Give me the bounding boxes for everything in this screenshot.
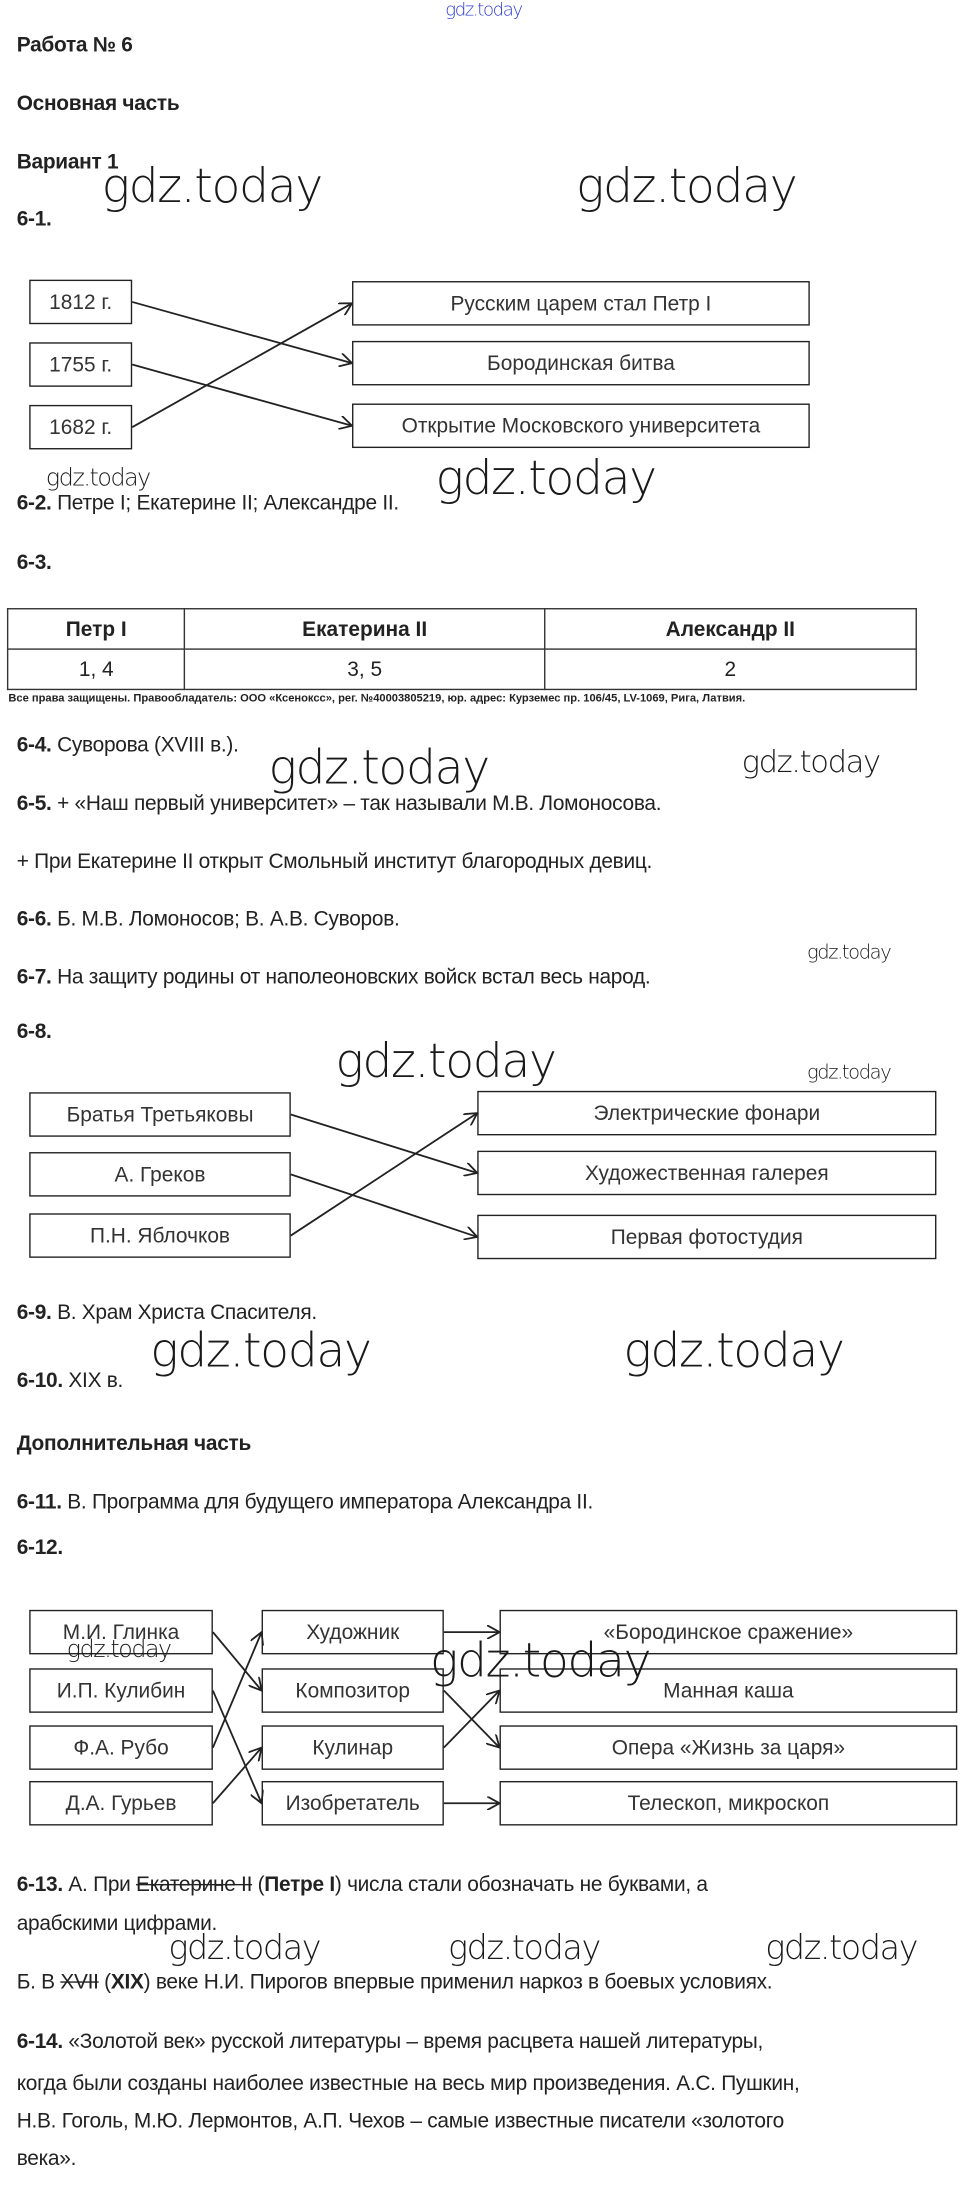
diagram-box: 1755 г. (29, 342, 132, 387)
watermark: gdz.today (101, 158, 322, 215)
table-cell: 1, 4 (8, 649, 185, 689)
question-label: 6-14. (16, 2030, 63, 2054)
diagram-box: Ф.А. Рубо (29, 1725, 213, 1770)
answer-6-5-line2: + При Екатерине II открыт Смольный институт благородных девиц. (16, 850, 653, 874)
copyright-notice: Все права защищены. Правообладатель: ООО «Ксеноксс», рег. №40003805219, юр. адрес: Курземес пр. 106/45, LV-1069, Рига, Латвия. (8, 691, 746, 705)
watermark: gdz.today (765, 1928, 918, 1968)
answer-6-14-line2: когда были созданы наиболее известные на весь мир произведения. А.С. Пушкин, (16, 2071, 800, 2096)
connector-arrow (444, 1691, 500, 1748)
diagram-box: Манная каша (500, 1668, 958, 1713)
watermark: gdz.today (623, 1323, 844, 1379)
answer-6-14-line3: Н.В. Гоголь, М.Ю. Лермонтов, А.П. Чехов – самые известные писатели «золотого (16, 2109, 784, 2134)
diagram-box: П.Н. Яблочков (29, 1213, 291, 1258)
answer-6-13-a-line2: арабскими цифрами. (16, 1911, 218, 1936)
watermark: gdz.today (66, 1636, 171, 1665)
question-label: 6-11. (16, 1490, 62, 1514)
connector-arrow (213, 1691, 262, 1804)
section-heading-extra: Дополнительная часть (16, 1431, 252, 1456)
watermark: gdz.today (807, 1061, 891, 1084)
question-label: 6-5. (16, 791, 52, 816)
answer-6-4 (17, 733, 239, 757)
diagram-box: Опера «Жизнь за царя» (500, 1725, 958, 1770)
answer-text: Б. М.В. Ломоносов; В. А.В. Суворов. (51, 907, 400, 931)
diagram-box: 1682 г. (29, 405, 132, 450)
answer-text: «Золотой век» русской литературы – время расцвета нашей литературы, (62, 2030, 764, 2054)
answer-text: ) числа стали обозначать не буквами, а (334, 1872, 708, 1897)
question-label: 6-8. (16, 1019, 52, 1044)
diagram-box: «Бородинское сражение» (500, 1610, 958, 1655)
answer-6-13-a (17, 1873, 708, 1897)
connector-arrow (291, 1113, 477, 1235)
answer-text: ( (98, 1970, 111, 1994)
diagram-box: М.И. Глинка (29, 1610, 213, 1655)
diagram-box: 1812 г. (29, 280, 132, 325)
answer-text: Суворова (XVIII в.). (51, 733, 239, 757)
watermark: gdz.today (576, 158, 797, 215)
question-label: 6-9. (16, 1300, 52, 1325)
diagram-box: Бородинская битва (352, 341, 810, 386)
diagram-box: А. Греков (29, 1152, 291, 1197)
connector-arrow (213, 1632, 262, 1690)
watermark: gdz.today (45, 464, 150, 493)
answer-6-9 (17, 1301, 317, 1325)
diagram-box: Композитор (262, 1668, 444, 1713)
answer-text: XIX в. (62, 1369, 124, 1393)
diagram-box: Русским царем стал Петр I (352, 281, 810, 326)
connector-arrow (291, 1115, 477, 1173)
corrected-text: XIX (110, 1970, 144, 1994)
struck-text: Екатерине II (136, 1872, 253, 1897)
answer-6-5 (17, 792, 662, 816)
watermark: gdz.today (807, 941, 891, 965)
answer-text: Б. В (16, 1970, 61, 1994)
diagram-box: Первая фотостудия (477, 1215, 936, 1260)
diagram-box: Братья Третьяковы (29, 1092, 291, 1137)
question-label: 6-7. (16, 965, 52, 990)
answer-table-6-3 (7, 608, 917, 690)
question-label: 6-1. (16, 207, 52, 231)
answer-6-7 (17, 966, 651, 990)
diagram-box: Изобретатель (262, 1781, 444, 1826)
section-heading-main: Основная часть (16, 91, 180, 116)
answer-text: ( (252, 1872, 265, 1897)
table-header: Екатерина II (185, 609, 545, 649)
answer-text: Петре I; Екатерине II; Александре II. (51, 491, 399, 515)
question-label: 6-6. (16, 907, 52, 931)
diagram-box: Художественная галерея (477, 1151, 936, 1196)
question-label: 6-3. (16, 550, 52, 575)
variant-heading: Вариант 1 (16, 150, 119, 174)
connector-arrow (132, 302, 352, 363)
watermark: gdz.today (268, 740, 489, 796)
diagram-box: Электрические фонари (477, 1091, 936, 1136)
answer-6-13-b (17, 1970, 773, 1994)
watermark: gdz.today (335, 1033, 556, 1090)
answer-text: В. Храм Христа Спасителя. (51, 1300, 317, 1325)
answer-6-10 (17, 1369, 123, 1393)
answer-6-11 (17, 1490, 593, 1514)
answer-6-14-line4: века». (16, 2146, 77, 2171)
diagram-box: И.П. Кулибин (29, 1668, 213, 1713)
connector-arrow (213, 1748, 262, 1804)
watermark: gdz.today (168, 1928, 321, 1968)
table-cell: 2 (544, 649, 916, 689)
connector-arrow (444, 1691, 500, 1748)
connector-arrow (213, 1632, 262, 1747)
watermark: gdz.today (448, 1928, 600, 1968)
question-label: 6-4. (16, 733, 52, 757)
corrected-text: Петре I (264, 1872, 335, 1897)
diagram-box: Кулинар (262, 1725, 444, 1770)
diagram-box: Д.А. Гурьев (29, 1781, 213, 1826)
question-label: 6-13. (16, 1872, 63, 1897)
answer-text: В. Программа для будущего императора Александра II. (61, 1490, 593, 1514)
answer-text: + «Наш первый университет» – так называли М.В. Ломоносова. (51, 791, 662, 816)
answer-6-14 (17, 2030, 763, 2054)
connector-arrow (132, 303, 352, 427)
answer-6-6 (17, 907, 400, 931)
diagram-box: Телескоп, микроскоп (500, 1781, 958, 1826)
watermark: gdz.today (150, 1323, 371, 1379)
table-cell: 3, 5 (185, 649, 545, 689)
connector-arrow (291, 1174, 477, 1237)
connector-arrow (132, 365, 352, 426)
watermark: gdz.today (435, 450, 656, 507)
answer-6-2 (17, 491, 399, 515)
table-header: Александр II (544, 609, 916, 649)
struck-text: XVII (60, 1970, 99, 1994)
question-label: 6-10. (16, 1369, 63, 1393)
question-label: 6-2. (16, 491, 52, 515)
question-label: 6-12. (16, 1536, 63, 1560)
answer-text: На защиту родины от наполеоновских войск встал весь народ. (51, 965, 651, 990)
answer-text: А. При (62, 1872, 137, 1897)
watermark: gdz.today (445, 0, 522, 21)
diagram-box: Художник (262, 1610, 444, 1655)
answer-text: ) веке Н.И. Пирогов впервые применил наркоз в боевых условиях. (143, 1970, 773, 1994)
diagram-box: Открытие Московского университета (352, 404, 810, 449)
page-title: Работа № 6 (16, 33, 133, 58)
table-header: Петр I (8, 609, 185, 649)
watermark: gdz.today (429, 1633, 651, 1690)
watermark: gdz.today (741, 745, 880, 781)
